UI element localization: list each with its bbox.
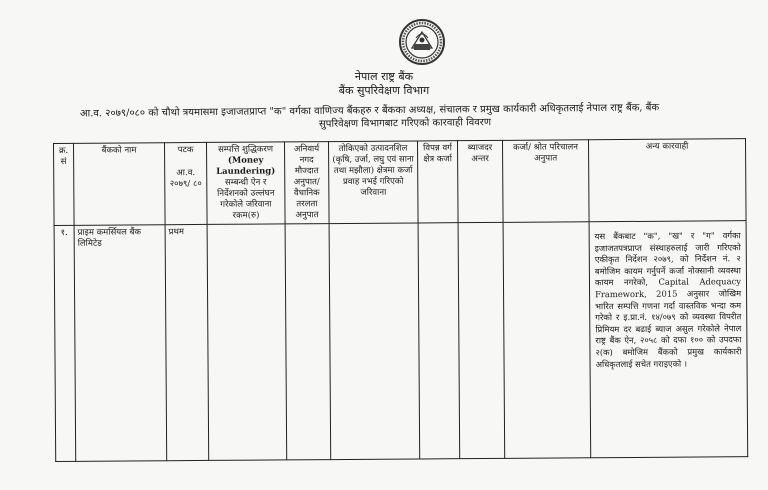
cell-instance: प्रथम bbox=[165, 224, 209, 460]
col-instance-year: आ.व. २०७९/ ८० bbox=[169, 168, 202, 190]
org-name: नेपाल राष्ट्र बैंक bbox=[354, 70, 414, 83]
department-name: बैंक सुपरिवेक्षण विभाग bbox=[338, 84, 430, 97]
col-sn: क्र. सं bbox=[54, 143, 75, 225]
col-aml-line2: सम्बन्धी ऐन र निर्देशनको उल्लंघन गरेकोले जरिवाना रकम(रु) bbox=[217, 177, 275, 221]
cell-productive bbox=[329, 223, 420, 460]
col-aml-line1: सम्पत्ति शुद्धिकरण bbox=[218, 144, 274, 155]
cell-crr bbox=[285, 224, 331, 460]
action-table bbox=[53, 138, 748, 462]
cell-sn: १. bbox=[54, 225, 76, 461]
col-bank-name: बैंकको नाम bbox=[74, 143, 166, 226]
cell-cd-ratio bbox=[503, 222, 591, 459]
title-line-2: सुपरिवेक्षण विभागबाट गरिएको कारवाही विवरण bbox=[318, 117, 492, 130]
col-productive: तोकिएको उत्पादनशिल (कृषि, उर्जा, लघु एवं साना तथा मझौला) क्षेत्रमा कर्जा प्रवाह नभई गरिएको जरिवाना bbox=[328, 141, 418, 224]
cell-aml-fine bbox=[207, 224, 287, 461]
col-other-action: अन्य कारवाही bbox=[588, 139, 746, 222]
col-instance bbox=[165, 142, 208, 224]
cell-interest bbox=[458, 222, 505, 458]
title-line-1: आ.व. २०७९/०८० को चौथो त्रयमासमा इजाजतप्राप्त "क" वर्गका वाणिज्य बैंकहरु र बैंकका अध्यक्ष, संचालक र प्रमुख कार्यकारी अधिकृतलाई नेपाल राष्ट्र बैंक, बैंक bbox=[79, 102, 660, 120]
cell-bank-name: प्राइम कमर्सियल बैंक लिमिटेड bbox=[74, 225, 167, 462]
col-deprived: विपन्न वर्ग क्षेत्र कर्जा bbox=[417, 141, 458, 223]
col-aml-fine bbox=[206, 142, 285, 225]
col-instance-label: पटक bbox=[177, 145, 194, 156]
col-interest: ब्याजदर अन्तर bbox=[457, 140, 503, 222]
cell-deprived bbox=[418, 223, 460, 459]
table-header-row bbox=[54, 139, 747, 226]
col-aml-bold: (Money Laundering) bbox=[216, 155, 276, 177]
document-title bbox=[70, 100, 740, 133]
col-crr: अनिवार्य नगद मौज्दात अनुपात/ वैधानिक तरलता अनुपात bbox=[284, 142, 329, 224]
cell-other-action: यस बैंकबाट "क", "ख" र "ग" वर्गका इजाजतपत्रप्राप्त संस्थाहरुलाई जारी गरिएको एकीकृत निर्देशन २०७९, को निर्देशन नं. २ बमोजिम कायम गर्नुपर्ने कर्जा नोक्सानी व्यवस्था कायम नगरेको, Capital Adequacy Framework, 2015 अनुसार जोखिम भारित सम्पत्ति गणना गर्दा वास्तविक भन्दा कम गरेको र इ.प्रा.नं. १४/०७९ को व्यवस्था विपरीत प्रिमियम दर बढाई ब्याज असुल गरेकोले नेपाल राष्ट्र बैंक ऐन, २०५८ को दफा १०० को उपदफा २(क) बमोजिम बैंकको प्रमुख कार्यकारी अधिकृतलाई सचेत गराइएको । bbox=[589, 221, 748, 458]
col-cd-ratio: कर्जा/ श्रोत परिचालन अनुपात bbox=[502, 140, 589, 223]
table-row bbox=[54, 221, 748, 462]
nrb-seal-logo bbox=[398, 18, 446, 66]
